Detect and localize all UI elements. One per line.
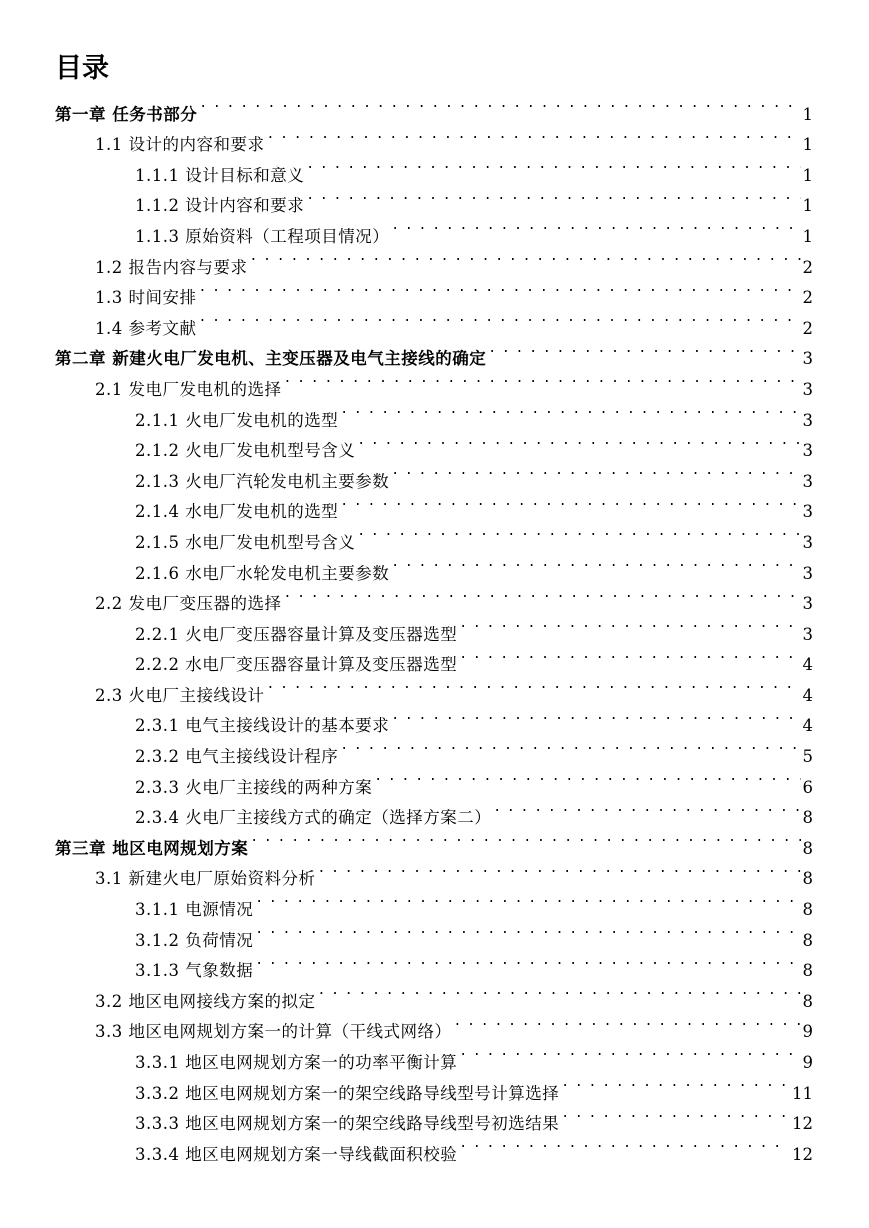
toc-entry-title: 3.3.2 地区电网规划方案一的架空线路导线型号计算选择 [135,1083,560,1103]
dot-leader [250,242,801,273]
toc-entry[interactable] [0,793,869,828]
toc-entry-title: 2.3.3 火电厂主接线的两种方案 [135,777,373,797]
dot-leader [284,364,801,395]
dot-leader [250,823,800,854]
dot-leader [306,181,800,212]
toc-entry-title: 1.1.2 设计内容和要求 [135,196,305,216]
toc-entry[interactable] [0,823,869,858]
toc-entry-title: 2.1.5 水电厂发电机型号含义 [135,532,356,552]
toc-entry-title: 3.3.4 地区电网规划方案一导线截面积校验 [135,1144,458,1164]
toc-entry-title: 3.1.1 电源情况 [135,900,254,920]
toc-entry-page-number: 11 [792,1083,813,1103]
dot-leader [459,609,800,640]
toc-entry[interactable] [0,915,869,950]
toc-entry-title: 3.2 地区电网接线方案的拟定 [95,991,316,1011]
toc-entry[interactable] [0,579,869,614]
dot-leader [306,150,800,181]
toc-entry-page-number: 3 [802,349,813,369]
dot-leader [255,915,800,946]
dot-leader [318,854,801,885]
dot-leader [199,303,801,334]
toc-entry-page-number: 2 [802,288,813,308]
toc-entry-title: 1.1.1 设计目标和意义 [135,165,305,185]
toc-entry-page-number: 9 [802,1053,813,1072]
toc-entry-page-number: 3 [802,441,813,461]
toc-entry-page-number: 8 [802,930,813,950]
dot-leader [357,517,800,548]
toc-entry-page-number: 3 [802,594,813,614]
dot-leader [199,89,800,120]
toc-entry-page-number: 3 [802,471,813,491]
dot-leader [199,273,801,304]
toc-entry-page-number: 8 [802,838,813,858]
toc-entry-title: 2.2 发电厂变压器的选择 [95,594,282,614]
toc-entry-title: 3.3 地区电网规划方案一的计算（干线式网络） [95,1022,452,1042]
toc-entry-title: 2.1.2 火电厂发电机型号含义 [135,441,356,461]
toc-entry-page-number: 9 [802,1022,813,1042]
dot-leader [454,1007,801,1038]
toc-entry-page-number: 8 [802,808,813,828]
toc-entry-page-number: 8 [802,991,813,1011]
dot-leader [391,456,800,487]
toc-entry-title: 2.1.6 水电厂水轮发电机主要参数 [135,563,390,583]
toc-entry[interactable] [0,456,869,491]
toc-entry[interactable] [0,426,869,461]
dot-leader [357,426,800,457]
toc-entry[interactable] [0,946,869,981]
toc-entry-title: 第二章 新建火电厂发电机、主变压器及电气主接线的确定 [55,349,487,369]
dot-leader [459,1129,790,1160]
toc-entry-page-number: 1 [802,135,813,155]
toc-entry-title: 1.1.3 原始资料（工程项目情况） [135,226,390,246]
toc-entry-page-number: 3 [802,502,813,522]
dot-leader [318,976,801,1007]
toc-entry-page-number: 2 [802,318,813,338]
toc-entry-page-number: 3 [802,563,813,583]
toc-entry-page-number: 4 [802,685,813,705]
dot-leader [340,731,800,762]
dot-leader [255,884,800,915]
dot-leader [374,762,800,793]
toc-entry-page-number: 8 [802,869,813,889]
toc-entry-title: 3.1.2 负荷情况 [135,930,254,950]
toc-entry-title: 2.3.4 火电厂主接线方式的确定（选择方案二） [135,808,492,828]
dot-leader [561,1099,790,1130]
dot-leader [267,670,801,701]
toc-entry[interactable] [0,181,869,216]
dot-leader [391,701,800,732]
toc-entry-page-number: 1 [802,226,813,246]
toc-entry-page-number: 3 [802,379,813,399]
toc-entry-title: 3.1.3 气象数据 [135,961,254,981]
toc-entry-page-number: 6 [802,777,813,797]
dot-leader [340,395,800,426]
toc-entry-page-number: 12 [792,1114,813,1134]
dot-leader [561,1068,790,1099]
toc-entry[interactable] [0,976,869,1011]
toc-entry-page-number: 12 [792,1144,813,1164]
toc-entry-page-number: 3 [802,410,813,430]
toc-entry[interactable] [0,670,869,705]
dot-leader [488,334,800,365]
toc-entry-title: 2.1.4 水电厂发电机的选型 [135,502,339,522]
dot-leader [391,548,800,579]
toc-entry-title: 1.3 时间安排 [95,288,197,308]
toc-entry-title: 2.1.3 火电厂汽轮发电机主要参数 [135,471,390,491]
toc-entry-page-number: 3 [802,532,813,552]
toc-entry-title: 1.1 设计的内容和要求 [95,135,265,155]
toc-entry-page-number: 1 [802,165,813,185]
toc-entry-page-number: 4 [802,655,813,675]
toc-entry-title: 2.1.1 火电厂发电机的选型 [135,410,339,430]
dot-leader [284,579,801,610]
toc-entry[interactable] [0,517,869,552]
toc-entry[interactable] [0,762,869,797]
toc-entry-page-number: 1 [802,104,813,124]
dot-leader [255,946,800,977]
dot-leader [493,793,800,824]
dot-leader [391,211,800,242]
toc-entry-title: 2.3.1 电气主接线设计的基本要求 [135,716,390,736]
toc-entry-page-number: 1 [802,196,813,216]
toc-list [0,89,869,1164]
dot-leader [459,640,800,671]
toc-entry[interactable] [0,211,869,246]
toc-entry-page-number: 4 [802,716,813,736]
toc-entry-title: 1.2 报告内容与要求 [95,257,248,277]
toc-entry-page-number: 8 [802,900,813,920]
toc-title: 目录 [55,53,109,84]
toc-entry-title: 1.4 参考文献 [95,318,197,338]
toc-entry[interactable] [0,487,869,522]
toc-entry-page-number: 2 [802,257,813,277]
toc-entry-title: 3.3.3 地区电网规划方案一的架空线路导线型号初选结果 [135,1114,560,1134]
dot-leader [340,487,800,518]
toc-entry-title: 2.2.2 水电厂变压器容量计算及变压器选型 [135,655,458,675]
toc-entry[interactable] [0,731,869,767]
dot-leader [267,120,801,151]
toc-entry-title: 第一章 任务书部分 [55,104,198,124]
dot-leader [459,1037,800,1068]
toc-entry-page-number: 8 [802,961,813,981]
toc-entry-page-number: 3 [802,624,813,644]
toc-entry-title: 3.3.1 地区电网规划方案一的功率平衡计算 [135,1053,458,1072]
toc-entry-title: 第三章 地区电网规划方案 [55,838,249,858]
toc-entry-page-number: 5 [802,747,813,767]
toc-entry-title: 2.3 火电厂主接线设计 [95,685,265,705]
toc-entry[interactable] [0,548,869,583]
toc-entry-title: 2.3.2 电气主接线设计程序 [135,747,339,767]
toc-entry-title: 3.1 新建火电厂原始资料分析 [95,869,316,889]
toc-entry[interactable] [0,242,869,277]
toc-entry-title: 2.2.1 火电厂变压器容量计算及变压器选型 [135,624,458,644]
toc-entry[interactable] [0,89,869,124]
toc-entry-title: 2.1 发电厂发电机的选择 [95,379,282,399]
